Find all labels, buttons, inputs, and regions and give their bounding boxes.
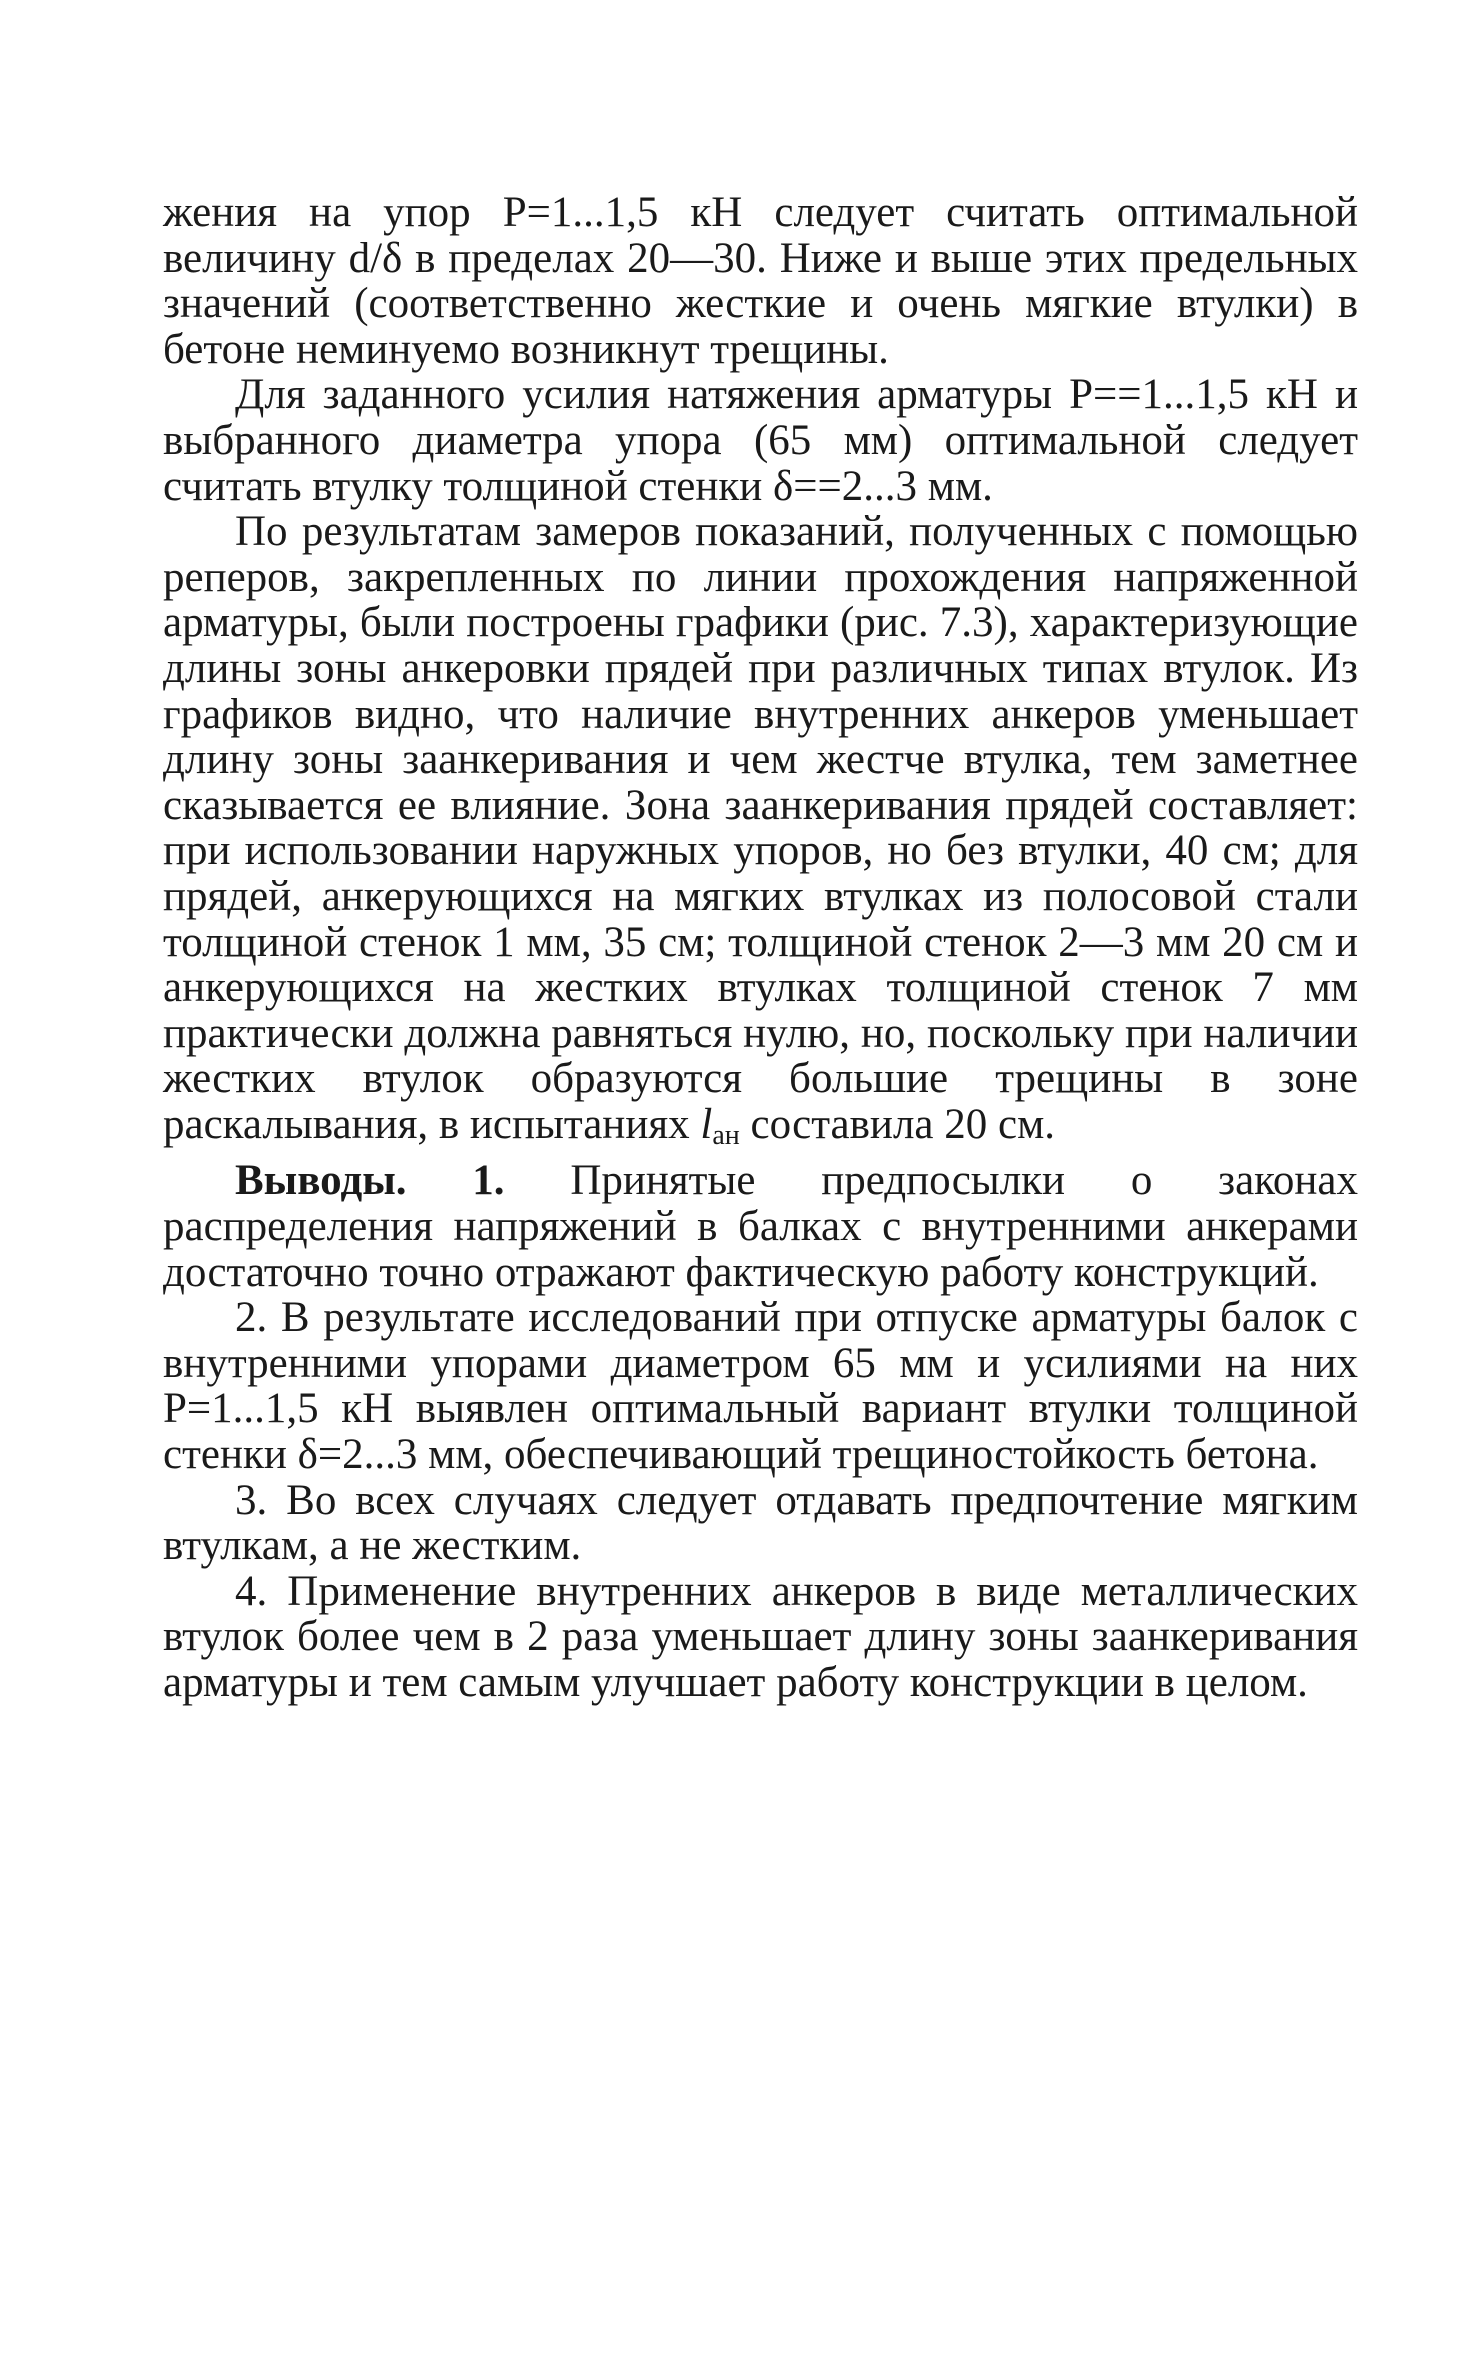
conclusions-heading: Выводы. 1. (235, 1157, 505, 1205)
paragraph-text: жения на упор P=1...1,5 кН следует считать оптимальной величину d/δ в пределах 20—30. Ниже и выше этих предельных значений (соответственно жесткие и очень мягкие втулки) в бетоне неминуемо возникнут трещины. (163, 189, 1358, 373)
paragraph-conclusion-4 (163, 1569, 1358, 1706)
anchorage-length-subscript: ан (712, 1119, 740, 1151)
anchorage-length-symbol: l (700, 1100, 713, 1148)
paragraph-text: 4. Применение внутренних анкеров в виде металлических втулок более чем в 2 раза уменьшает длину зоны заанкеривания арматуры и тем самым улучшает работу конструкции в целом. (163, 1567, 1358, 1706)
document-page (163, 190, 1358, 1706)
paragraph-conclusion-1 (163, 1158, 1358, 1295)
paragraph-conclusion-2 (163, 1295, 1358, 1477)
paragraph-text: По результатам замеров показаний, полученных с помощью реперов, закрепленных по линии прохождения напряженной арматуры, были построены графики (рис. 7.3), характеризующие длины зоны анкеровки прядей при различных типах втулок. Из графиков видно, что наличие внутренних анкеров уменьшает длину зоны заанкеривания и чем жестче втулка, тем заметнее сказывается ее влияние. Зона заанкеривания прядей составляет: при использовании наружных упоров, но без втулки, 40 см; для прядей, анкерующихся на мягких втулках из полосовой стали толщиной стенок 1 мм, 35 см; толщиной стенок 2—3 мм 20 см и анкерующихся на жестких втулках толщиной стенок 7 мм практически должна равняться нулю, но, поскольку при наличии жестких втулок образуются большие трещины в зоне раскалывания, в испытаниях (163, 508, 1358, 1148)
paragraph-text: Принятые предпосылки о законах распределения напряжений в балках с внутренними анкерами достаточно точно отражают фактическую работу конструкций. (163, 1157, 1358, 1296)
paragraph-measurement-results (163, 509, 1358, 1158)
paragraph-text: 2. В результате исследований при отпуске арматуры балок с внутренними упорами диаметром 65 мм и усилиями на них P=1...1,5 кН выявлен оптимальный вариант втулки толщиной стенки δ=2...3 мм, обеспечивающий трещиностойкость бетона. (163, 1294, 1358, 1479)
paragraph-text: Для заданного усилия натяжения арматуры P==1...1,5 кН и выбранного диаметра упора (65 мм) оптимальной следует считать втулку толщиной стенки δ==2...3 мм. (163, 371, 1358, 510)
paragraph-given-force (163, 372, 1358, 509)
paragraph-continuation (163, 190, 1358, 372)
paragraph-text: 3. Во всех случаях следует отдавать предпочтение мягким втулкам, а не жестким. (163, 1476, 1358, 1570)
paragraph-conclusion-3 (163, 1478, 1358, 1569)
paragraph-tail: составила 20 см. (739, 1100, 1056, 1148)
